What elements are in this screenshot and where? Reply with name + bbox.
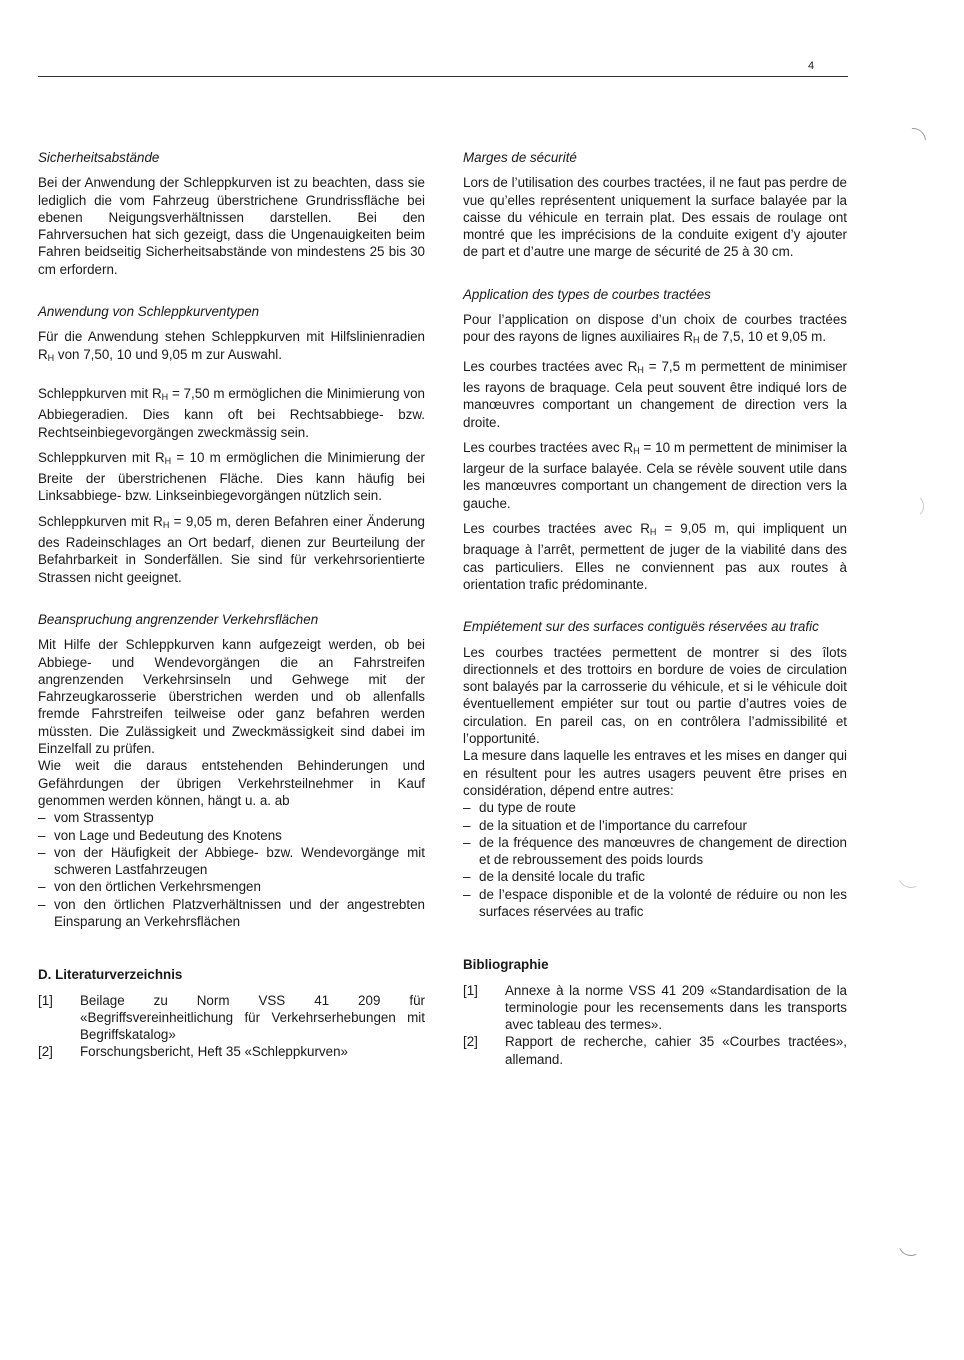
section-title-curve-types-fr: Application des types de courbes tractées bbox=[463, 286, 711, 302]
reference-list-de bbox=[38, 992, 425, 1061]
punch-hole-mark bbox=[900, 494, 924, 518]
reference-item: [1] Beilage zu Norm VSS 41 209 für «Begriffsvereinheitlichung für Verkehrserhebungen mit Begriffskatalog» bbox=[38, 992, 425, 1043]
section-title-safety-fr: Marges de sécurité bbox=[463, 150, 577, 165]
punch-hole-mark bbox=[894, 1226, 927, 1259]
paragraph-rh-750-de: Schleppkurven mit $R_H = 7,50$ m ermöglichen die Minimierung von Abbiegeradien. Dies kann oft bei Rechtsabbiege- bzw. Rechtseinbiegevorgängen zweckmässig sein. bbox=[38, 385, 425, 440]
paragraph-curve-choice-fr: Pour l’application on dispose d’un choix de courbes tractées pour des rayons de lignes auxiliaires $R_H$ de 7,5, 10 et 9,05 m. bbox=[463, 312, 847, 346]
list-item: – de l’espace disponible et de la volonté de réduire ou non les surfaces réservées au trafic bbox=[463, 886, 847, 921]
section-title-adjacent-areas-de: Beanspruchung angrenzender Verkehrsflächen bbox=[38, 611, 319, 627]
section-title-curve-types-de: Anwendung von Schleppkurventypen bbox=[38, 304, 260, 320]
page-number: 4 bbox=[808, 60, 815, 72]
list-item: – de la densité locale du trafic bbox=[463, 868, 847, 885]
list-item: – vom Strassentyp bbox=[38, 809, 425, 826]
french-column bbox=[463, 149, 847, 1068]
reference-item: [1] Annexe à la norme VSS 41 209 «Standardisation de la terminologie pour les recensements dans les transports avec tableau des termes». bbox=[463, 982, 847, 1033]
header-rule bbox=[38, 76, 848, 77]
paragraph-adjacent-1-de: Mit Hilfe der Schleppkurven kann aufgezeigt werden, ob bei Abbiege- und Wendevorgängen die an Fahrstreifen angrenzenden Verkehrsinseln und Gehwege mit der Fahrzeugkarosserie überstrichen werden und ob allenfalls fremde Fahrstreifen teilweise oder ganz befahren werden müssten. Die Zulässigkeit und Zweckmässigkeit sind dabei im Einzelfall zu prüfen. bbox=[38, 637, 425, 757]
section-title-safety-de: Sicherheitsabstände bbox=[38, 150, 160, 165]
paragraph-rh-10-fr: Les courbes tractées avec $R_H = 10$ m permettent de minimiser la largeur de la surface balayée. Cela se révèle souvent utile dans les manœuvres comportant un changement de direction vers la gauche. bbox=[463, 439, 847, 511]
paragraph-adjacent-2-fr: La mesure dans laquelle les entraves et les mises en danger qui en résultent pour les autres usagers peuvent être prises en considération, dépend entre autres: bbox=[463, 748, 847, 798]
punch-hole-mark bbox=[895, 123, 932, 160]
paragraph-rh-905-de: Schleppkurven mit $R_H = 9,05$ m, deren Befahren einer Änderung des Radeinschlages an Ort bedarf, dienen zur Beurteilung der Befahrbarkeit in Sonderfällen. Sie sind für verkehrsorientierte Strassen nicht geeignet. bbox=[38, 513, 425, 585]
paragraph-adjacent-2-de: Wie weit die daraus entstehenden Behinderungen und Gefährdungen der übrigen Verkehrsteilnehmer in Kauf genommen werden können, hängt u. a. ab bbox=[38, 758, 425, 808]
list-item: – von Lage und Bedeutung des Knotens bbox=[38, 827, 425, 844]
list-item: – von den örtlichen Verkehrsmengen bbox=[38, 878, 425, 895]
list-item: – von den örtlichen Platzverhältnissen und der angestrebten Einsparung an Verkehrsflächen bbox=[38, 896, 425, 931]
punch-hole-mark bbox=[894, 858, 927, 891]
section-title-adjacent-areas-fr: Empiétement sur des surfaces contiguës réservées au trafic bbox=[463, 619, 819, 635]
paragraph-rh-10-de: Schleppkurven mit $R_H = 10$ m ermöglichen die Minimierung der Breite der überstrichenen Fläche. Dies kann häufig bei Linksabbiege- bzw. Linkseinbiegevorgängen nützlich sein. bbox=[38, 449, 425, 504]
reference-list-fr bbox=[463, 982, 847, 1068]
paragraph-curve-choice-de: Für die Anwendung stehen Schleppkurven mit Hilfslinienradien $R_H$ von 7,50, 10 und 9,05 m zur Auswahl. bbox=[38, 329, 425, 363]
section-title-bibliography-fr: Bibliographie bbox=[463, 957, 549, 973]
reference-item: [2] Forschungsbericht, Heft 35 «Schleppkurven» bbox=[38, 1044, 348, 1060]
paragraph-rh-75-fr: Les courbes tractées avec $R_H = 7,5$ m permettent de minimiser les rayons de braquage. Cela peut souvent être indiqué lors de manœuvres comportant un changement de direction vers la droite. bbox=[463, 358, 847, 430]
german-column bbox=[38, 149, 425, 1061]
section-title-bibliography-de: D. Literaturverzeichnis bbox=[38, 967, 183, 983]
reference-item: [2] Rapport de recherche, cahier 35 «Courbes tractées», allemand. bbox=[463, 1034, 847, 1067]
paragraph-adjacent-1-fr: Les courbes tractées permettent de montrer si des îlots directionnels et des trottoirs en bordure de voies de circulation sont balayés par la carrosserie du véhicule, et si le véhicule doit éventuellement empiéter sur tout ou partie d’autres voies de circulation. En pareil cas, on en contrôlera l’admissibilité et l’opportunité. bbox=[463, 644, 847, 747]
list-item: – de la fréquence des manœuvres de changement de direction et de rebroussement des poids lourds bbox=[463, 834, 847, 869]
factor-list-de bbox=[38, 809, 425, 930]
list-item: – von der Häufigkeit der Abbiege- bzw. Wendevorgänge mit schweren Lastfahrzeugen bbox=[38, 844, 425, 879]
paragraph-safety-de: Bei der Anwendung der Schleppkurven ist zu beachten, dass sie lediglich die vom Fahrzeug überstrichene Grundrissfläche bei ebenen Neigungsverhältnissen darstellen. Bei den Fahrversuchen hat sich gezeigt, dass die Ungenauigkeiten beim Fahren beidseitig Sicherheitsabstände von mindestens 25 bis 30 cm erfordern. bbox=[38, 175, 425, 277]
list-item: – de la situation et de l’importance du carrefour bbox=[463, 817, 847, 834]
paragraph-rh-905-fr: Les courbes tractées avec $R_H = 9,05$ m, qui impliquent un braquage à l’arrêt, permettent de juger de la viabilité dans des cas particuliers. Elles ne conviennent pas aux routes à orientation trafic prédominante. bbox=[463, 521, 847, 592]
paragraph-safety-fr: Lors de l’utilisation des courbes tractées, il ne faut pas perdre de vue qu’elles représentent uniquement la surface balayée par la caisse du véhicule en terrain plat. Des essais de roulage ont montré que les imprécisions de la conduite exigent d’y ajouter de part et d’autre une marge de sécurité de 25 à 30 cm. bbox=[463, 175, 847, 260]
list-item: – du type de route bbox=[463, 799, 847, 816]
factor-list-fr bbox=[463, 799, 847, 920]
